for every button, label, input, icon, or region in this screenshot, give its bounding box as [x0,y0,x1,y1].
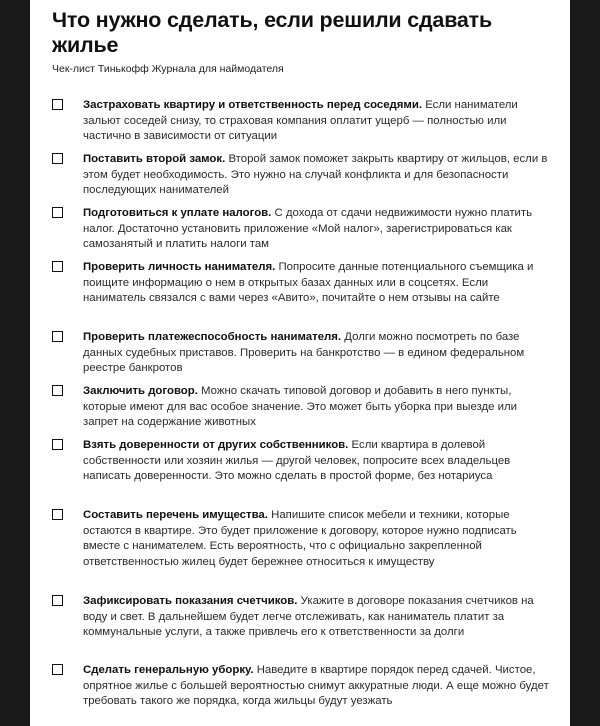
item-description: Напишите список мебели и техники, которые остаются в квартире. Это будет приложение к договору, которое нужно подписать вместе с нанимателем. Есть вероятность, что с официально закрепленной ответственностью жилец будет бережнее относиться к имуществу [83,509,517,568]
checkbox[interactable] [52,261,63,272]
item-text [83,260,551,307]
checkbox[interactable] [52,207,63,218]
item-title: Застраховать квартиру и ответственность перед соседями. [83,99,423,111]
item-text [83,152,551,199]
item-text [83,330,551,377]
item-text [83,206,551,253]
item-title: Составить перечень имущества. [83,509,268,521]
item-title: Сделать генеральную уборку. [83,664,254,676]
item-text [83,384,551,431]
item-description: Второй замок поможет закрыть квартиру от жильцов, если в этом будет необходимость. Это нужно на случай конфликта и для безопасности последующих нанимателей [83,153,548,196]
item-text [83,98,551,145]
checklist-page [30,0,570,726]
item-title: Заключить договор. [83,385,198,397]
item-title: Зафиксировать показания счетчиков. [83,595,298,607]
item-description: С дохода от сдачи недвижимости нужно платить налог. Достаточно установить приложение «Мой налог», зарегистрироваться как самозанятый и платить налоги там [83,207,533,250]
item-description: Попросите данные потенциального съемщика и поищите информацию о нем в открытых базах данных или в соцсетях. Если наниматель связался с вами через «Авито», почитайте о нем отзывы на сайте [83,261,534,304]
item-title: Взять доверенности от других собственников. [83,439,349,451]
checkbox[interactable] [52,331,63,342]
item-title: Подготовиться к уплате налогов. [83,207,272,219]
checkbox[interactable] [52,664,63,675]
checkbox[interactable] [52,439,63,450]
item-text [83,594,551,641]
checkbox[interactable] [52,153,63,164]
item-description: Если квартира в долевой собственности или хозяин жилья — другой человек, попросите всех владельцев написать доверенности. Это можно сделать в простой форме, без нотариуса [83,439,511,482]
item-text [83,508,551,570]
item-text [83,438,551,485]
item-description: Если наниматели зальют соседей снизу, то страховая компания оплатит ущерб — полностью или частично в зависимости от ситуации [83,99,518,142]
page-title: Что нужно сделать, если решили сдавать жилье [52,8,493,57]
checkbox[interactable] [52,595,63,606]
page-subtitle: Чек-лист Тинькофф Журнала для наймодателя [52,63,284,75]
item-description: Долги можно посмотреть по базе данных судебных приставов. Проверить на банкротство — в едином федеральном реестре банкротов [83,331,525,374]
item-text [83,663,551,710]
item-title: Проверить платежеспособность нанимателя. [83,331,342,343]
item-description: Можно скачать типовой договор и добавить в него пункты, которые имеют для вас особое значение. Это может быть уборка при выезде или запрет на содержание животных [83,385,518,428]
item-title: Проверить личность нанимателя. [83,261,276,273]
checkbox[interactable] [52,509,63,520]
checkbox[interactable] [52,99,63,110]
item-title: Поставить второй замок. [83,153,226,165]
checkbox[interactable] [52,385,63,396]
item-description: Наведите в квартире порядок перед сдачей. Чистое, опрятное жилье с большей вероятностью снимут аккуратные люди. А еще можно будет требовать такого же порядка, когда жильцы будут уезжать [83,664,549,707]
item-description: Укажите в договоре показания счетчиков на воду и свет. В дальнейшем будет легче отслеживать, как наниматель платит за коммунальные услуги, а также привлечь его к ответственности за долги [83,595,534,638]
